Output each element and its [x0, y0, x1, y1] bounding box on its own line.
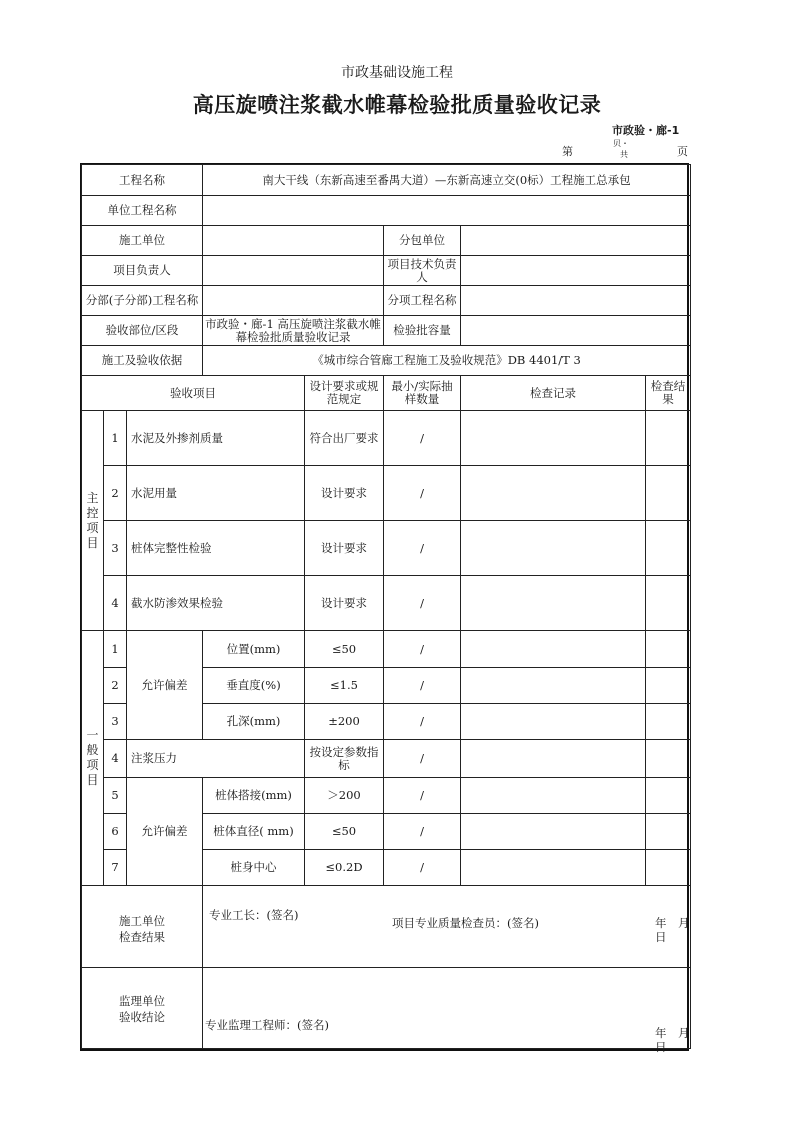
row-result[interactable]	[646, 576, 691, 631]
row-result[interactable]	[646, 521, 691, 576]
row-sample[interactable]: /	[384, 814, 461, 850]
row-sample[interactable]: /	[384, 631, 461, 668]
row-sample[interactable]: /	[384, 576, 461, 631]
row-sample[interactable]: /	[384, 411, 461, 466]
col-sample-header: 最小/实际抽样数量	[384, 376, 461, 411]
table-row	[82, 631, 691, 668]
row-result[interactable]	[646, 411, 691, 466]
row-no: 5	[104, 778, 127, 814]
row-result[interactable]	[646, 778, 691, 814]
row-sub-item: 桩身中心	[203, 850, 305, 886]
row-no: 1	[104, 411, 127, 466]
row-sample[interactable]: /	[384, 466, 461, 521]
row-requirement: ±200	[305, 704, 384, 740]
subitem-value[interactable]	[461, 286, 691, 316]
row-requirement: ＞200	[305, 778, 384, 814]
row-record[interactable]	[461, 411, 646, 466]
row-requirement: 设计要求	[305, 576, 384, 631]
row-sample[interactable]: /	[384, 778, 461, 814]
row-no: 4	[104, 740, 127, 778]
row-sub-item: 位置(mm)	[203, 631, 305, 668]
batch-capacity-label: 检验批容量	[384, 316, 461, 346]
row-result[interactable]	[646, 668, 691, 704]
row-sample[interactable]: /	[384, 668, 461, 704]
row-record[interactable]	[461, 466, 646, 521]
row-item: 水泥用量	[127, 466, 305, 521]
row-no: 3	[104, 704, 127, 740]
row-requirement: ≤0.2D	[305, 850, 384, 886]
col-record-header: 检查记录	[461, 376, 646, 411]
row-record[interactable]	[461, 631, 646, 668]
row-result[interactable]	[646, 740, 691, 778]
row-no: 1	[104, 631, 127, 668]
tech-manager-value[interactable]	[461, 256, 691, 286]
basis-label: 施工及验收依据	[82, 346, 203, 376]
row-requirement: 按设定参数指标	[305, 740, 384, 778]
col-result-header: 检查结果	[646, 376, 691, 411]
supervisor-date: 年 月 日	[655, 1026, 701, 1054]
row-sub-item: 桩体直径( mm)	[203, 814, 305, 850]
page-di: 第	[562, 145, 573, 158]
unit-project-value[interactable]	[203, 196, 691, 226]
page-gong-b: 共	[620, 150, 628, 159]
row-requirement: ≤50	[305, 631, 384, 668]
table-row	[82, 466, 691, 521]
batch-capacity-value[interactable]	[461, 316, 691, 346]
contractor-check-label: 施工单位检查结果	[82, 886, 203, 968]
row-no: 2	[104, 466, 127, 521]
subcontractor-value[interactable]	[461, 226, 691, 256]
row-no: 7	[104, 850, 127, 886]
general-label: 一般项目	[82, 631, 104, 886]
row-sub-item: 垂直度(%)	[203, 668, 305, 704]
division-label: 分部(子分部)工程名称	[82, 286, 203, 316]
row-requirement: ≤1.5	[305, 668, 384, 704]
row-result[interactable]	[646, 631, 691, 668]
row-record[interactable]	[461, 740, 646, 778]
table-row	[82, 778, 691, 814]
table-row	[82, 521, 691, 576]
project-type: 市政基础设施工程	[341, 65, 453, 81]
table-row	[82, 576, 691, 631]
tech-manager-label: 项目技术负责人	[384, 256, 461, 286]
supervisor-label: 监理单位验收结论	[82, 968, 203, 1049]
row-result[interactable]	[646, 850, 691, 886]
project-manager-label: 项目负责人	[82, 256, 203, 286]
row-record[interactable]	[461, 668, 646, 704]
project-manager-value[interactable]	[203, 256, 384, 286]
supervisor-signature: 专业监理工程师：(签名)	[205, 1018, 329, 1032]
contractor-label: 施工单位	[82, 226, 203, 256]
col-item-header: 验收项目	[82, 376, 305, 411]
row-result[interactable]	[646, 814, 691, 850]
row-item: 水泥及外掺剂质量	[127, 411, 305, 466]
acceptance-part-label: 验收部位/区段	[82, 316, 203, 346]
row-result[interactable]	[646, 466, 691, 521]
row-record[interactable]	[461, 814, 646, 850]
row-record[interactable]	[461, 850, 646, 886]
page-gong-a: 贝・	[613, 139, 629, 148]
row-sample[interactable]: /	[384, 740, 461, 778]
row-no: 6	[104, 814, 127, 850]
project-name-value[interactable]: 南大干线（东新高速至番禺大道）—东新高速立交(0标）工程施工总承包	[203, 165, 691, 196]
subitem-label: 分项工程名称	[384, 286, 461, 316]
row-record[interactable]	[461, 521, 646, 576]
row-sample[interactable]: /	[384, 704, 461, 740]
row-record[interactable]	[461, 778, 646, 814]
row-no: 2	[104, 668, 127, 704]
row-requirement: ≤50	[305, 814, 384, 850]
row-requirement: 设计要求	[305, 466, 384, 521]
row-record[interactable]	[461, 704, 646, 740]
col-requirement-header: 设计要求或规范规定	[305, 376, 384, 411]
acceptance-part-value[interactable]: 市政验・廊-1 高压旋喷注浆截水帷幕检验批质量验收记录	[203, 316, 384, 346]
row-sub-item: 孔深(mm)	[203, 704, 305, 740]
quality-inspector-signature: 项目专业质量检查员：(签名)	[392, 916, 539, 930]
row-item: 注浆压力	[127, 740, 305, 778]
project-name-label: 工程名称	[82, 165, 203, 196]
deviation-label: 允许偏差	[127, 631, 203, 740]
contractor-check-area[interactable]	[203, 886, 701, 968]
row-sample[interactable]: /	[384, 521, 461, 576]
supervisor-area[interactable]	[203, 968, 701, 1054]
row-sub-item: 桩体搭接(mm)	[203, 778, 305, 814]
acceptance-form	[81, 164, 701, 1054]
subcontractor-label: 分包单位	[384, 226, 461, 256]
row-item: 桩体完整性检验	[127, 521, 305, 576]
table-row	[82, 411, 691, 466]
division-value[interactable]	[203, 286, 384, 316]
row-result[interactable]	[646, 704, 691, 740]
deviation-label: 允许偏差	[127, 778, 203, 886]
contractor-date: 年 月 日	[655, 916, 701, 944]
row-no: 4	[104, 576, 127, 631]
row-record[interactable]	[461, 576, 646, 631]
basis-value[interactable]: 《城市综合管廊工程施工及验收规范》DB 4401/T 3	[203, 346, 691, 376]
row-requirement: 符合出厂要求	[305, 411, 384, 466]
table-row	[82, 740, 691, 778]
page-ye: 页	[677, 145, 688, 158]
foreman-signature: 专业工长：(签名)	[209, 908, 299, 922]
page-title: 高压旋喷注浆截水帷幕检验批质量验收记录	[192, 93, 602, 117]
row-no: 3	[104, 521, 127, 576]
unit-project-label: 单位工程名称	[82, 196, 203, 226]
main-control-label: 主控项目	[82, 411, 104, 631]
form-code: 市政验・廊-1	[612, 124, 680, 137]
row-item: 截水防渗效果检验	[127, 576, 305, 631]
row-requirement: 设计要求	[305, 521, 384, 576]
contractor-value[interactable]	[203, 226, 384, 256]
row-sample[interactable]: /	[384, 850, 461, 886]
